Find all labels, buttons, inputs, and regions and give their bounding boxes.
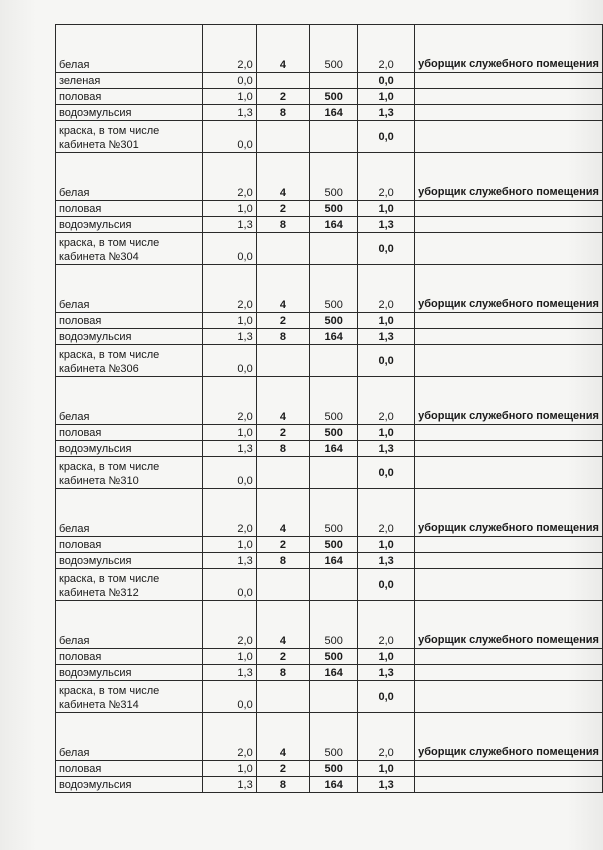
- norm-cell: 1,0: [358, 313, 415, 329]
- quantity-cell: 1,3: [202, 441, 256, 457]
- table-row-paint: [56, 345, 603, 377]
- count-cell: 4: [256, 377, 309, 425]
- volume-cell: [310, 457, 358, 489]
- norm-cell: 0,0: [358, 457, 415, 489]
- count-cell: 2: [256, 649, 309, 665]
- paint-line-1: краска, в том числе: [59, 125, 160, 137]
- quantity-cell: 2,0: [202, 601, 256, 649]
- item-name-cell: белая: [56, 25, 203, 73]
- table-row: [56, 665, 603, 681]
- office-number: кабинета №312: [59, 587, 139, 599]
- quantity-cell: 2,0: [202, 377, 256, 425]
- volume-cell: 500: [310, 601, 358, 649]
- count-cell: 8: [256, 553, 309, 569]
- item-name-cell: [56, 121, 203, 153]
- count-cell: 8: [256, 777, 309, 793]
- quantity-cell: 2,0: [202, 153, 256, 201]
- item-name-cell: водоэмульсия: [56, 441, 203, 457]
- item-name-cell: белая: [56, 713, 203, 761]
- count-cell: 8: [256, 217, 309, 233]
- quantity-cell: 0,0: [202, 569, 256, 601]
- volume-cell: 500: [310, 713, 358, 761]
- count-cell: 2: [256, 89, 309, 105]
- count-cell: 8: [256, 441, 309, 457]
- volume-cell: 500: [310, 377, 358, 425]
- position-cell: уборщик служебного помещения: [415, 601, 603, 649]
- item-name-cell: белая: [56, 377, 203, 425]
- table-row: [56, 217, 603, 233]
- quantity-cell: 0,0: [202, 73, 256, 89]
- position-cell: [415, 553, 603, 569]
- volume-cell: 164: [310, 777, 358, 793]
- norm-cell: 1,3: [358, 553, 415, 569]
- quantity-cell: 1,3: [202, 777, 256, 793]
- item-name-cell: [56, 457, 203, 489]
- count-cell: 2: [256, 761, 309, 777]
- norm-cell: 1,0: [358, 537, 415, 553]
- office-number: кабинета №310: [59, 475, 139, 487]
- position-cell: [415, 329, 603, 345]
- quantity-cell: 1,3: [202, 105, 256, 121]
- volume-cell: 164: [310, 441, 358, 457]
- norm-cell: 2,0: [358, 601, 415, 649]
- count-cell: 4: [256, 25, 309, 73]
- volume-cell: 500: [310, 25, 358, 73]
- norm-cell: 1,3: [358, 105, 415, 121]
- table-row: [56, 329, 603, 345]
- norm-cell: 1,0: [358, 649, 415, 665]
- volume-cell: 500: [310, 313, 358, 329]
- item-name-cell: [56, 345, 203, 377]
- table-row: [56, 537, 603, 553]
- position-cell: [415, 649, 603, 665]
- count-cell: 8: [256, 665, 309, 681]
- item-name-cell: водоэмульсия: [56, 553, 203, 569]
- quantity-cell: 1,3: [202, 553, 256, 569]
- quantity-cell: 1,0: [202, 201, 256, 217]
- quantity-cell: 2,0: [202, 25, 256, 73]
- count-cell: 4: [256, 489, 309, 537]
- volume-cell: 500: [310, 489, 358, 537]
- position-cell: [415, 73, 603, 89]
- position-cell: [415, 441, 603, 457]
- volume-cell: 164: [310, 217, 358, 233]
- volume-cell: 500: [310, 425, 358, 441]
- norm-cell: 1,0: [358, 89, 415, 105]
- volume-cell: 164: [310, 329, 358, 345]
- position-cell: [415, 681, 603, 713]
- count-cell: 2: [256, 313, 309, 329]
- paint-line-1: краска, в том числе: [59, 349, 160, 361]
- position-cell: [415, 665, 603, 681]
- norm-cell: 2,0: [358, 713, 415, 761]
- table-row-white: [56, 489, 603, 537]
- office-number: кабинета №301: [59, 139, 139, 151]
- position-cell: уборщик служебного помещения: [415, 489, 603, 537]
- quantity-cell: 0,0: [202, 345, 256, 377]
- norm-cell: 2,0: [358, 25, 415, 73]
- table-row-white: [56, 601, 603, 649]
- position-cell: [415, 457, 603, 489]
- item-name-cell: половая: [56, 425, 203, 441]
- position-cell: [415, 121, 603, 153]
- count-cell: 4: [256, 265, 309, 313]
- table-row-paint: [56, 681, 603, 713]
- item-name-cell: половая: [56, 761, 203, 777]
- item-name-cell: водоэмульсия: [56, 105, 203, 121]
- position-cell: [415, 89, 603, 105]
- volume-cell: [310, 569, 358, 601]
- count-cell: 4: [256, 601, 309, 649]
- item-name-cell: зеленая: [56, 73, 203, 89]
- table-row-paint: [56, 457, 603, 489]
- position-cell: [415, 201, 603, 217]
- table-row-paint: [56, 121, 603, 153]
- count-cell: 2: [256, 201, 309, 217]
- table-row: [56, 89, 603, 105]
- volume-cell: [310, 681, 358, 713]
- position-cell: [415, 761, 603, 777]
- count-cell: [256, 345, 309, 377]
- table-row-white: [56, 153, 603, 201]
- norm-cell: 0,0: [358, 233, 415, 265]
- norm-cell: 1,0: [358, 425, 415, 441]
- volume-cell: [310, 345, 358, 377]
- volume-cell: [310, 233, 358, 265]
- norm-cell: 0,0: [358, 121, 415, 153]
- quantity-cell: 1,3: [202, 329, 256, 345]
- volume-cell: 500: [310, 201, 358, 217]
- table-row: [56, 73, 603, 89]
- norm-cell: 1,3: [358, 777, 415, 793]
- count-cell: 8: [256, 329, 309, 345]
- quantity-cell: 1,0: [202, 89, 256, 105]
- quantity-cell: 1,3: [202, 665, 256, 681]
- quantity-cell: 0,0: [202, 681, 256, 713]
- item-name-cell: белая: [56, 489, 203, 537]
- paint-line-1: краска, в том числе: [59, 461, 160, 473]
- quantity-cell: 0,0: [202, 233, 256, 265]
- count-cell: [256, 73, 309, 89]
- paint-line-1: краска, в том числе: [59, 573, 160, 585]
- item-name-cell: [56, 233, 203, 265]
- item-name-cell: белая: [56, 153, 203, 201]
- norm-cell: 2,0: [358, 377, 415, 425]
- quantity-cell: 0,0: [202, 457, 256, 489]
- item-name-cell: [56, 569, 203, 601]
- norm-cell: 2,0: [358, 489, 415, 537]
- quantity-cell: 1,0: [202, 425, 256, 441]
- table-row: [56, 761, 603, 777]
- item-name-cell: белая: [56, 601, 203, 649]
- position-cell: уборщик служебного помещения: [415, 153, 603, 201]
- count-cell: 4: [256, 713, 309, 761]
- volume-cell: 500: [310, 537, 358, 553]
- position-cell: [415, 425, 603, 441]
- volume-cell: 500: [310, 89, 358, 105]
- position-cell: [415, 233, 603, 265]
- item-name-cell: половая: [56, 313, 203, 329]
- volume-cell: 164: [310, 665, 358, 681]
- position-cell: [415, 345, 603, 377]
- table-row: [56, 649, 603, 665]
- norm-cell: 1,3: [358, 441, 415, 457]
- position-cell: уборщик служебного помещения: [415, 377, 603, 425]
- item-name-cell: белая: [56, 265, 203, 313]
- position-cell: [415, 217, 603, 233]
- volume-cell: 500: [310, 265, 358, 313]
- norm-cell: 0,0: [358, 73, 415, 89]
- count-cell: 2: [256, 537, 309, 553]
- paint-line-1: краска, в том числе: [59, 237, 160, 249]
- position-cell: [415, 569, 603, 601]
- table-row: [56, 441, 603, 457]
- count-cell: [256, 457, 309, 489]
- count-cell: [256, 233, 309, 265]
- table-row-white: [56, 25, 603, 73]
- count-cell: [256, 569, 309, 601]
- norm-cell: 1,0: [358, 201, 415, 217]
- item-name-cell: водоэмульсия: [56, 665, 203, 681]
- item-name-cell: водоэмульсия: [56, 329, 203, 345]
- item-name-cell: половая: [56, 89, 203, 105]
- norm-cell: 0,0: [358, 569, 415, 601]
- quantity-cell: 2,0: [202, 489, 256, 537]
- materials-table-body: [56, 25, 603, 793]
- quantity-cell: 2,0: [202, 265, 256, 313]
- paint-line-1: краска, в том числе: [59, 685, 160, 697]
- item-name-cell: водоэмульсия: [56, 217, 203, 233]
- quantity-cell: 1,3: [202, 217, 256, 233]
- position-cell: [415, 313, 603, 329]
- table-row-white: [56, 265, 603, 313]
- table-row: [56, 777, 603, 793]
- office-number: кабинета №306: [59, 363, 139, 375]
- office-number: кабинета №304: [59, 251, 139, 263]
- norm-cell: 0,0: [358, 681, 415, 713]
- quantity-cell: 1,0: [202, 761, 256, 777]
- table-row: [56, 201, 603, 217]
- item-name-cell: [56, 681, 203, 713]
- volume-cell: 500: [310, 761, 358, 777]
- position-cell: [415, 777, 603, 793]
- quantity-cell: 1,0: [202, 313, 256, 329]
- position-cell: [415, 537, 603, 553]
- position-cell: уборщик служебного помещения: [415, 265, 603, 313]
- table-row-white: [56, 713, 603, 761]
- item-name-cell: половая: [56, 537, 203, 553]
- quantity-cell: 0,0: [202, 121, 256, 153]
- materials-table: [55, 24, 603, 793]
- table-row: [56, 105, 603, 121]
- count-cell: 4: [256, 153, 309, 201]
- norm-cell: 1,0: [358, 761, 415, 777]
- volume-cell: 500: [310, 153, 358, 201]
- table-row: [56, 313, 603, 329]
- volume-cell: [310, 73, 358, 89]
- table-row: [56, 425, 603, 441]
- volume-cell: 164: [310, 105, 358, 121]
- table-row: [56, 553, 603, 569]
- table-row-paint: [56, 233, 603, 265]
- position-cell: уборщик служебного помещения: [415, 25, 603, 73]
- count-cell: 2: [256, 425, 309, 441]
- office-number: кабинета №314: [59, 699, 139, 711]
- quantity-cell: 2,0: [202, 713, 256, 761]
- count-cell: 8: [256, 105, 309, 121]
- norm-cell: 2,0: [358, 153, 415, 201]
- norm-cell: 1,3: [358, 665, 415, 681]
- norm-cell: 1,3: [358, 217, 415, 233]
- volume-cell: 500: [310, 649, 358, 665]
- item-name-cell: водоэмульсия: [56, 777, 203, 793]
- position-cell: уборщик служебного помещения: [415, 713, 603, 761]
- table-row-paint: [56, 569, 603, 601]
- volume-cell: [310, 121, 358, 153]
- quantity-cell: 1,0: [202, 649, 256, 665]
- item-name-cell: половая: [56, 649, 203, 665]
- item-name-cell: половая: [56, 201, 203, 217]
- quantity-cell: 1,0: [202, 537, 256, 553]
- count-cell: [256, 681, 309, 713]
- norm-cell: 1,3: [358, 329, 415, 345]
- count-cell: [256, 121, 309, 153]
- table-row-white: [56, 377, 603, 425]
- position-cell: [415, 105, 603, 121]
- norm-cell: 2,0: [358, 265, 415, 313]
- norm-cell: 0,0: [358, 345, 415, 377]
- volume-cell: 164: [310, 553, 358, 569]
